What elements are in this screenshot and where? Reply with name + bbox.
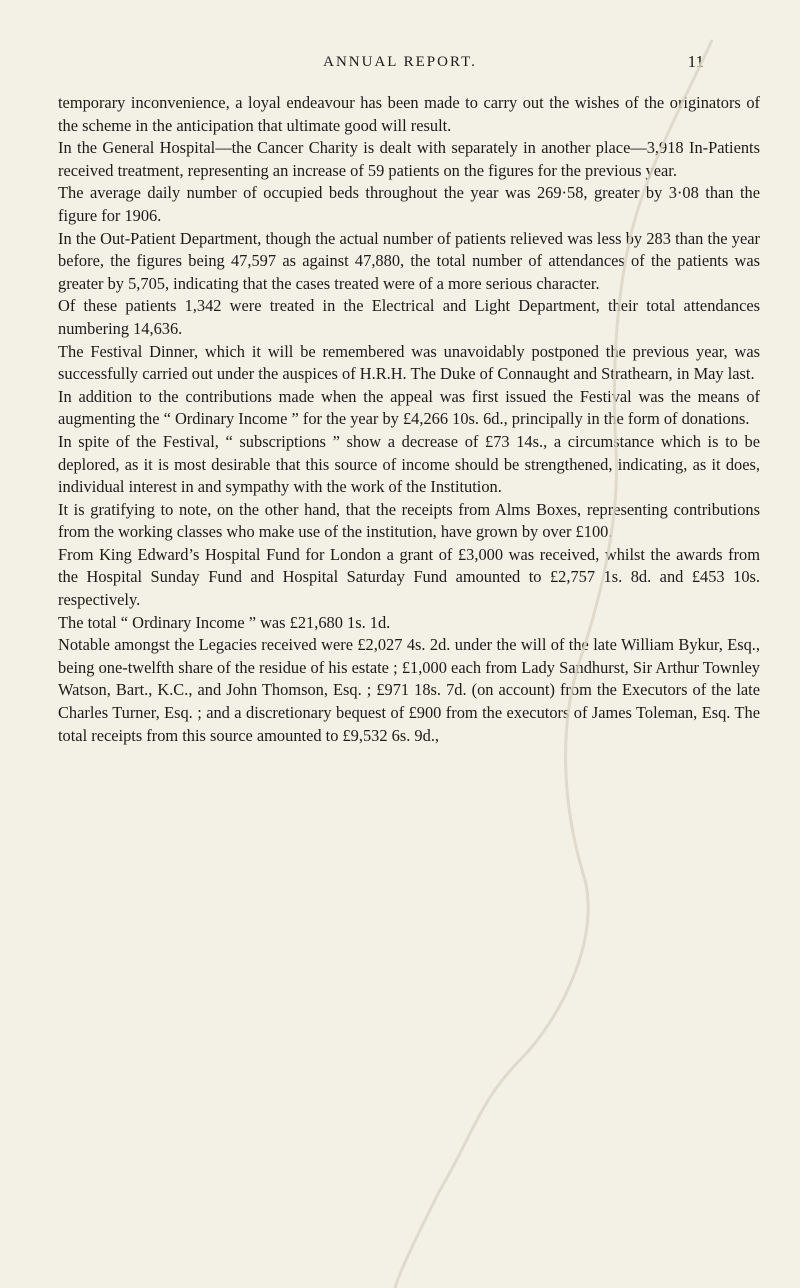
paragraph: The total “ Ordinary Income ” was £21,680 1s. 1d. (58, 612, 391, 632)
paragraph: In spite of the Festival, “ subscriptions ” show a decrease of £73 14s., a circumstance which is to be deplored, as it is most desirable that this source of income should be strengthened, indicating, as it does, individual interest in and sympathy with the work of the Institution. (58, 431, 760, 497)
page-number: 11 (687, 52, 704, 71)
paragraph: Notable amongst the Legacies received were £2,027 4s. 2d. under the will of the late William Bykur, Esq., being one-twelfth share of the residue of his estate ; £1,000 each from Lady Sandhurst, Sir Arthur Townley Watson, Bart., K.C., and John Thomson, Esq. ; £971 18s. 7d. (on account) from the Executors of the late Charles Turner, Esq. ; and a discretionary bequest of £900 from the executors of James Toleman, Esq. The total receipts from this source amounted to £9,532 6s. 9d., (58, 635, 760, 745)
paragraph: The average daily number of occupied beds throughout the year was 269·58, greater by 3·08 than the figure for 1906. (58, 183, 760, 225)
body-text (58, 92, 760, 747)
paragraph: In the Out-Patient Department, though the actual number of patients relieved was less by 283 than the year before, the figures being 47,597 as against 47,880, the total number of attendances of the patients was greater by 5,705, indicating that the cases treated were of a more serious character. (58, 228, 760, 293)
paragraph: From King Edward’s Hospital Fund for London a grant of £3,000 was received, whilst the awards from the Hospital Sunday Fund and Hospital Saturday Fund amounted to £2,757 1s. 8d. and £453 10s. respectively. (58, 544, 760, 610)
paragraph: Of these patients 1,342 were treated in the Electrical and Light Department, their total attendances numbering 14,636. (58, 296, 760, 338)
paragraph: temporary inconvenience, a loyal endeavour has been made to carry out the wishes of the originators of the scheme in the anticipation that ultimate good will result. (58, 93, 760, 135)
page-header (0, 50, 800, 80)
paragraph: In addition to the contributions made when the appeal was first issued the Festival was the means of augmenting the “ Ordinary Income ” for the year by £4,266 10s. 6d., principally in the form of donations. (58, 386, 760, 429)
running-head: ANNUAL REPORT. (323, 54, 477, 70)
paragraph: It is gratifying to note, on the other hand, that the receipts from Alms Boxes, representing contributions from the working classes who make use of the institution, have grown by over £100. (58, 499, 760, 542)
paragraph: The Festival Dinner, which it will be remembered was unavoidably postponed the previous year, was successfully carried out under the auspices of H.R.H. The Duke of Connaught and Strathearn, in May last. (58, 341, 760, 384)
paragraph: In the General Hospital—the Cancer Charity is dealt with separately in another place—3,918 In-Patients received treatment, representing an increase of 59 patients on the figures for the previous year. (58, 138, 760, 180)
